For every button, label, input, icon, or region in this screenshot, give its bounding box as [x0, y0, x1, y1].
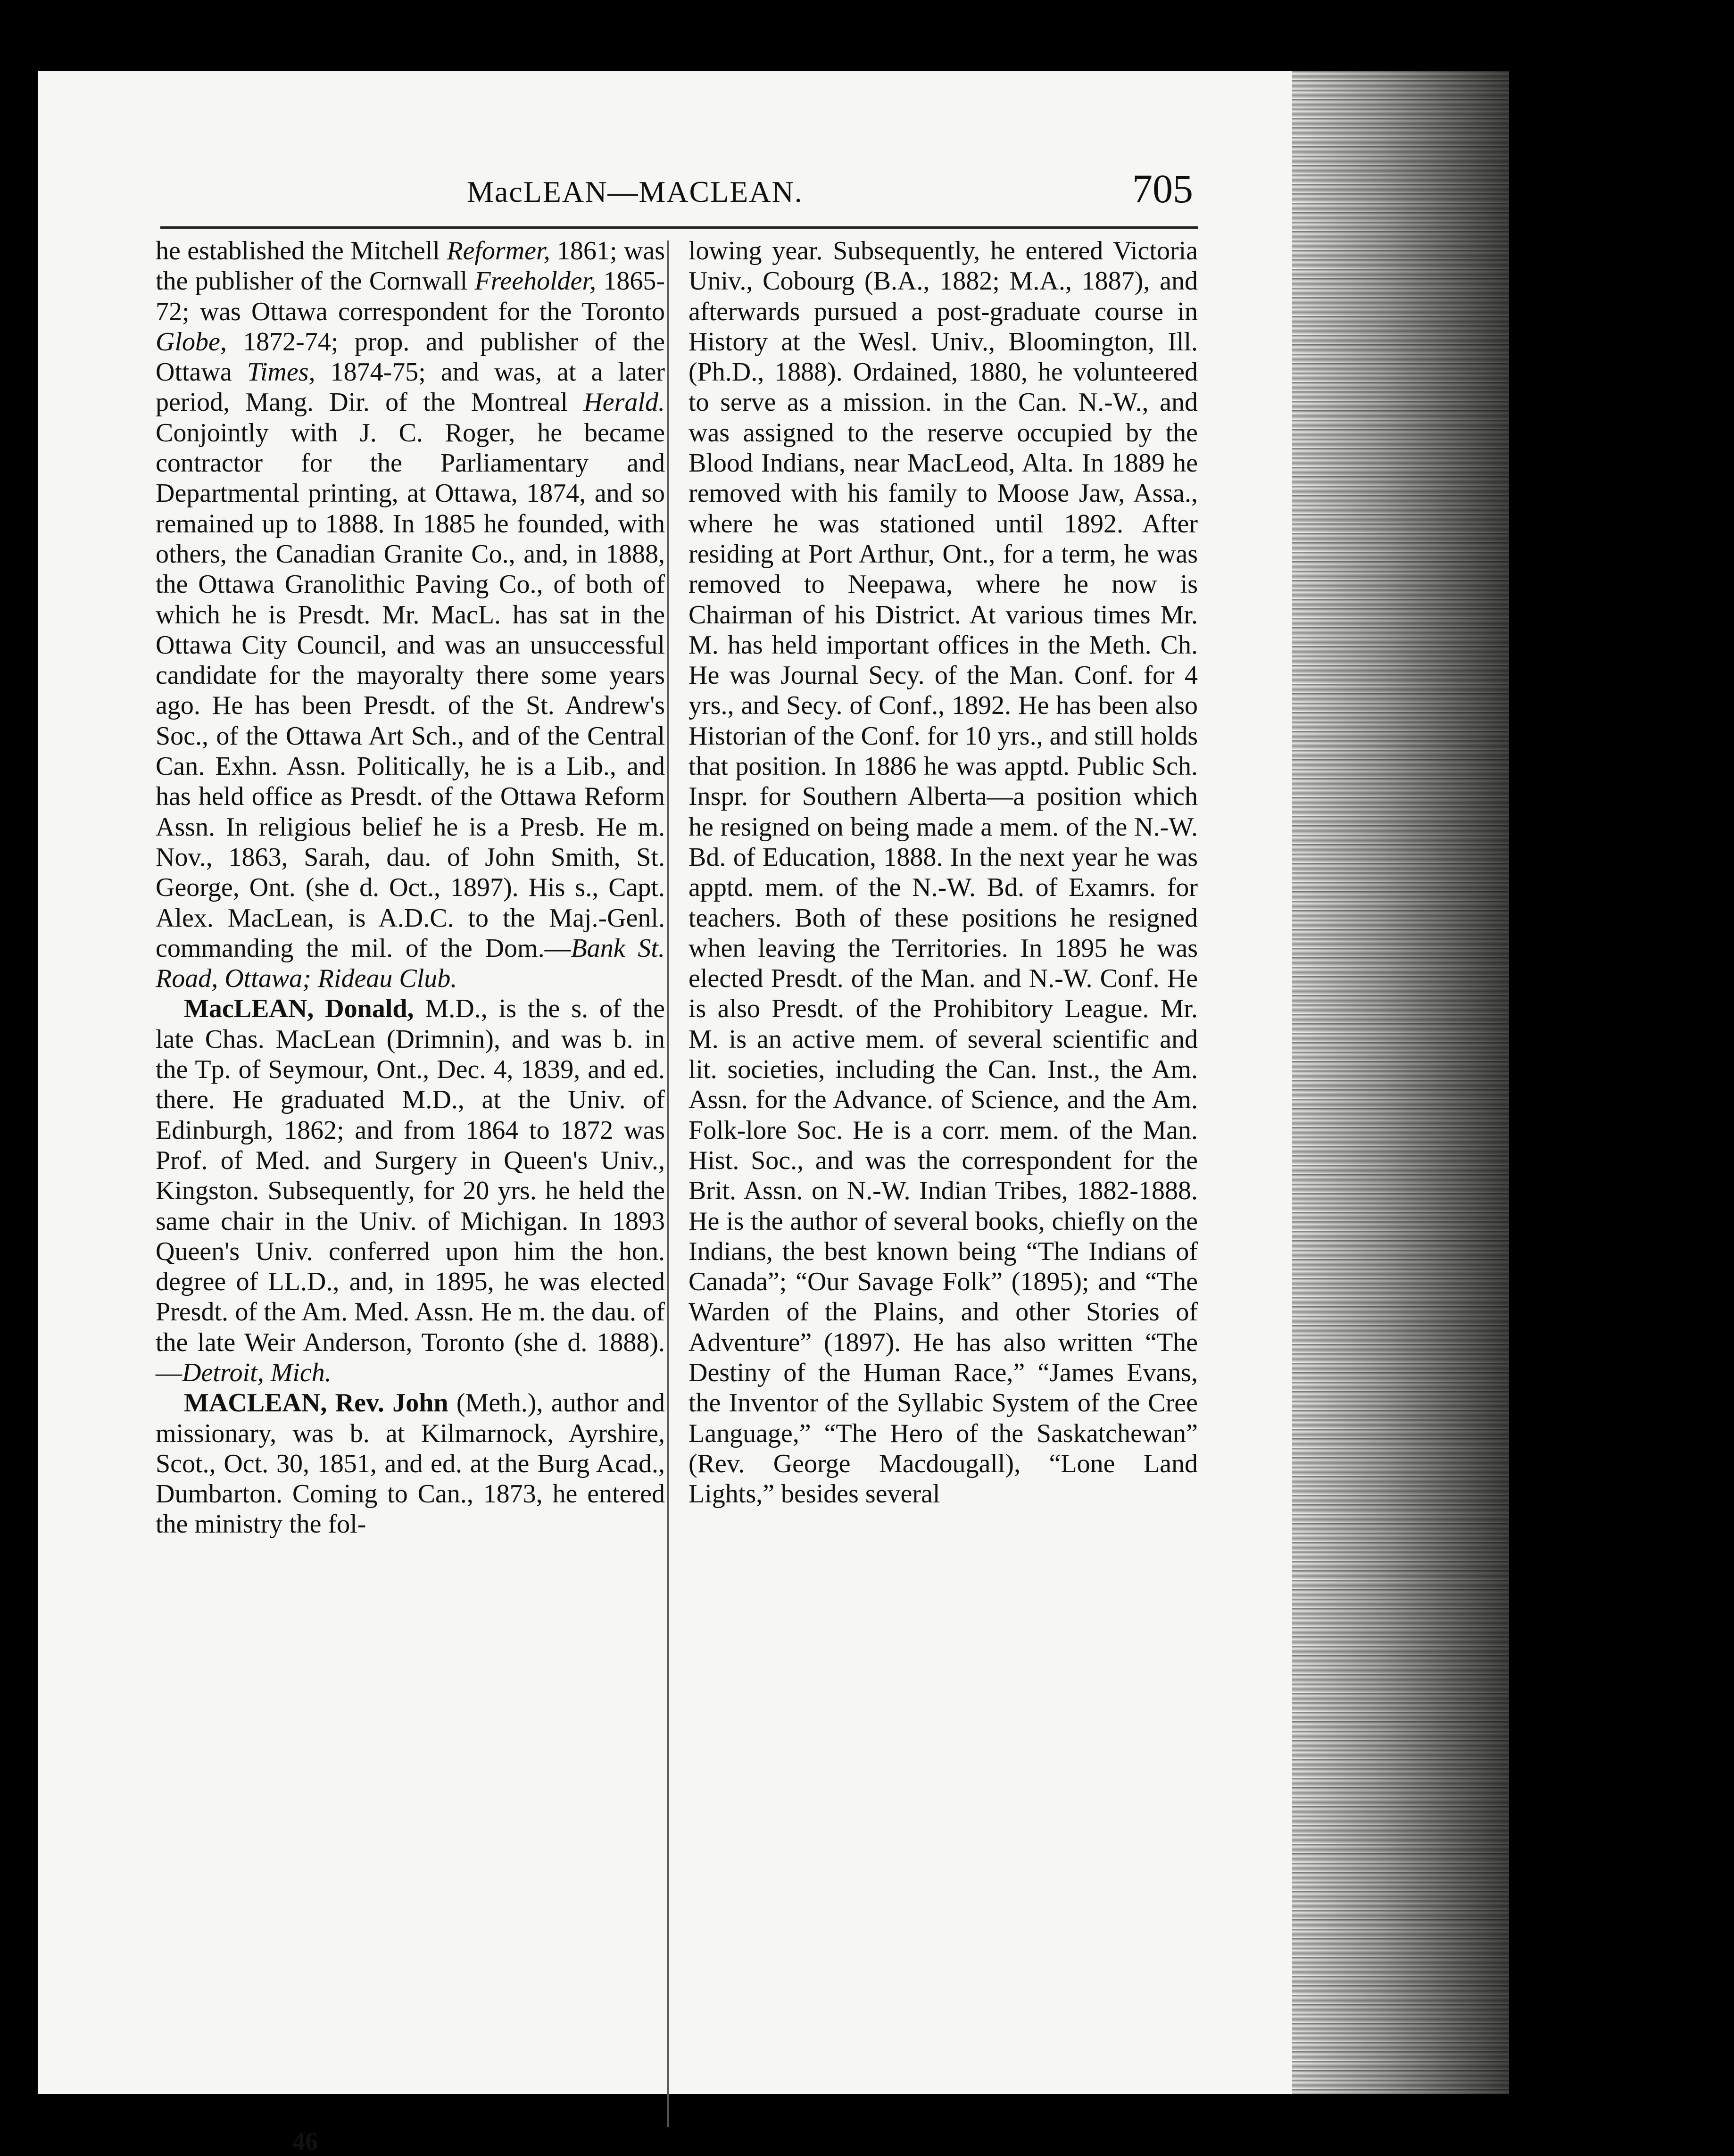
entry-maclean-john: MACLEAN, Rev. John (Meth.), author and missionary, was b. at Kilmarnock, Ayrshire, Scot., Oct. 30, 1851, and ed. at the Burg Acad., Dumbarton. Coming to Can., 1873, he entered the ministry the fol-: [156, 1388, 665, 1539]
page-number: 705: [1132, 166, 1193, 211]
entry-name: MACLEAN, Rev. John: [184, 1388, 448, 1418]
paragraph-maclean-john-continued: lowing year. Subsequently, he entered Victoria Univ., Cobourg (B.A., 1882; M.A., 1887), and afterwards pursued a post-graduate course in History at the Wesl. Univ., Bloomington, Ill. (Ph.D., 1888). Ordained, 1880, he volunteered to serve as a mission. in the Can. N.-W., and was assigned to the reserve occupied by the Blood Indians, near MacLeod, Alta. In 1889 he removed with his family to Moose Jaw, Assa., where he was stationed until 1892. After residing at Port Arthur, Ont., for a term, he was removed to Neepawa, where he now is Chairman of his District. At various times Mr. M. has held important offices in the Meth. Ch. He was Journal Secy. of the Man. Conf. for 4 yrs., and Secy. of Conf., 1892. He has been also Historian of the Conf. for 10 yrs., and still holds that position. In 1886 he was apptd. Public Sch. Inspr. for Southern Alberta—a position which he resigned on being made a mem. of the N.-W. Bd. of Education, 1888. In the next year he was apptd. mem. of the N.-W. Bd. of Examrs. for teachers. Both of these positions he resigned when leaving the Territories. In 1895 he was elected Presdt. of the Man. and N.-W. Conf. He is also Presdt. of the Prohibitory League. Mr. M. is an active mem. of several scientific and lit. societies, including the Can. Inst., the Am. Assn. for the Advance. of Science, and the Am. Folk-lore Soc. He is a corr. mem. of the Man. Hist. Soc., and was the correspondent for the Brit. Assn. on N.-W. Indian Tribes, 1882-1888. He is the author of several books, chiefly on the Indians, the best known being “The Indians of Canada”; “Our Savage Folk” (1895); and “The Warden of the Plains, and other Stories of Adventure” (1897). He has also written “The Destiny of the Human Race,” “James Evans, the Inventor of the Syllabic System of the Cree Language,” “The Hero of the Saskatchewan” (Rev. George Macdougall), “Lone Land Lights,” besides several: [689, 236, 1198, 1509]
left-column: [156, 236, 665, 1540]
book-page: [38, 71, 1509, 2156]
paragraph-maclean-continued: he established the Mitchell Reformer, 1861; was the publisher of the Cornwall Freeholder, 1865-72; was Ottawa correspondent for the Toronto Globe, 1872-74; prop. and publisher of the Ottawa Times, 1874-75; and was, at a later period, Mang. Dir. of the Montreal Herald. Conjointly with J. C. Roger, he became contractor for the Parliamentary and Departmental printing, at Ottawa, 1874, and so remained up to 1888. In 1885 he founded, with others, the Canadian Granite Co., and, in 1888, the Ottawa Granolithic Paving Co., of both of which he is Presdt. Mr. MacL. has sat in the Ottawa City Council, and was an unsuccessful candidate for the mayoralty there some years ago. He has been Presdt. of the St. Andrew's Soc., of the Ottawa Art Sch., and of the Central Can. Exhn. Assn. Politically, he is a Lib., and has held office as Presdt. of the Ottawa Reform Assn. In religious belief he is a Presb. He m. Nov., 1863, Sarah, dau. of John Smith, St. George, Ont. (she d. Oct., 1897). His s., Capt. Alex. MacLean, is A.D.C. to the Maj.-Genl. commanding the mil. of the Dom.—Bank St. Road, Ottawa; Rideau Club.: [156, 236, 665, 994]
column-divider: [667, 240, 669, 2127]
right-column: [689, 236, 1198, 1509]
page-header: [160, 160, 1198, 222]
entry-maclean-donald: MacLEAN, Donald, M.D., is the s. of the late Chas. MacLean (Drimnin), and was b. in the Tp. of Seymour, Ont., Dec. 4, 1839, and ed. there. He graduated M.D., at the Univ. of Edinburgh, 1862; and from 1864 to 1872 was Prof. of Med. and Surgery in Queen's Univ., Kingston. Subsequently, for 20 yrs. he held the same chair in the Univ. of Michigan. In 1893 Queen's Univ. conferred upon him the hon. degree of LL.D., and, in 1895, he was elected Presdt. of the Am. Med. Assn. He m. the dau. of the late Weir Anderson, Toronto (she d. 1888).—Detroit, Mich.: [156, 994, 665, 1387]
signature-mark: 46: [292, 2127, 318, 2156]
entry-name: MacLEAN, Donald,: [184, 994, 414, 1024]
page-edge-shadow: [1292, 71, 1509, 2094]
header-rule: [160, 226, 1198, 229]
running-head: MacLEAN—MACLEAN.: [467, 175, 803, 208]
